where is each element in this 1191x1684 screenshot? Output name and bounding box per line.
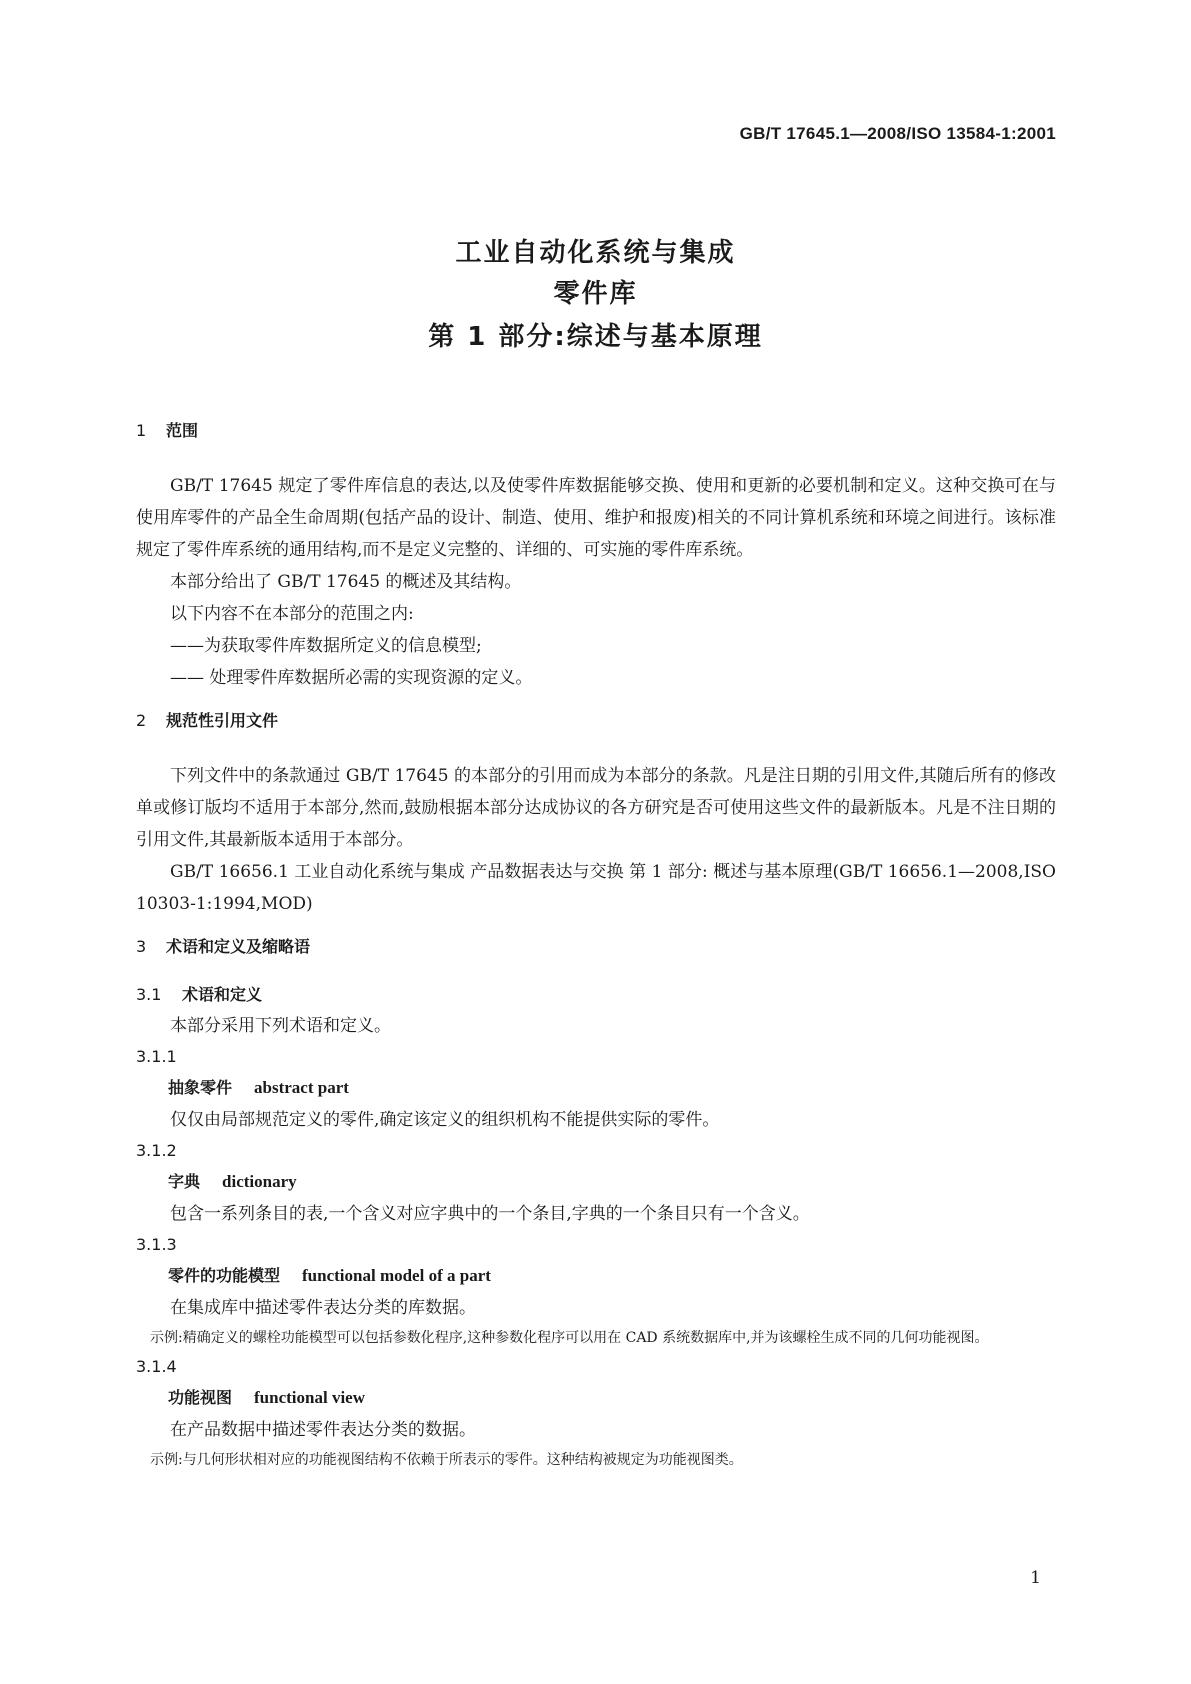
- section-title: 范围: [166, 421, 199, 440]
- term-number: 3.1.4: [136, 1357, 177, 1376]
- term-number: 3.1.2: [136, 1141, 177, 1160]
- term-example: 示例:精确定义的螺栓功能模型可以包括参数化程序,这种参数化程序可以用在 CAD 系统数据库中,并为该螺栓生成不同的几何功能视图。: [150, 1330, 989, 1346]
- title-line-2: 零件库: [553, 279, 638, 309]
- term-en: functional model of a part: [302, 1266, 491, 1285]
- section-2-heading: [136, 708, 1056, 734]
- subsection-number: 3.1: [136, 985, 162, 1004]
- section-number: 3: [136, 937, 147, 956]
- section-title: 术语和定义及缩略语: [166, 937, 311, 956]
- paragraph: 下列文件中的条款通过 GB/T 17645 的本部分的引用而成为本部分的条款。凡是注日期的引用文件,其随后所有的修改单或修订版均不适用于本部分,然而,鼓励根据本部分达成协议的各方研究是否可使用这些文件的最新版本。凡是不注日期的引用文件,其最新版本适用于本部分。: [136, 766, 1056, 850]
- paragraph: GB/T 17645 规定了零件库信息的表达,以及使零件库数据能够交换、使用和更新的必要机制和定义。这种交换可在与使用库零件的产品全生命周期(包括产品的设计、制造、使用、维护和报废)相关的不同计算机系统和环境之间进行。该标准规定了零件库系统的通用结构,而不是定义完整的、详细的、可实施的零件库系统。: [136, 476, 1056, 560]
- term-entry: [168, 1260, 1056, 1292]
- term-en: dictionary: [222, 1172, 297, 1191]
- list-item: —— 处理零件库数据所必需的实现资源的定义。: [170, 668, 533, 688]
- term-example: 示例:与几何形状相对应的功能视图结构不依赖于所表示的零件。这种结构被规定为功能视图类。: [150, 1452, 743, 1468]
- page-number: 1: [1030, 1568, 1041, 1588]
- term-zh: 字典: [168, 1172, 201, 1191]
- paragraph: 本部分给出了 GB/T 17645 的概述及其结构。: [170, 572, 522, 592]
- term-en: abstract part: [254, 1078, 349, 1097]
- section-number: 2: [136, 711, 147, 730]
- section-number: 1: [136, 421, 147, 440]
- paragraph: 本部分采用下列术语和定义。: [170, 1016, 391, 1036]
- term-entry: [168, 1072, 1056, 1104]
- document-body: [136, 418, 1056, 1474]
- term-definition: 在集成库中描述零件表达分类的库数据。: [170, 1298, 476, 1318]
- term-zh: 功能视图: [168, 1388, 233, 1407]
- section-title: 规范性引用文件: [166, 711, 279, 730]
- term-zh: 零件的功能模型: [168, 1266, 281, 1285]
- term-definition: 仅仅由局部规范定义的零件,确定该定义的组织机构不能提供实际的零件。: [170, 1110, 720, 1130]
- title-line-1: 工业自动化系统与集成: [455, 238, 736, 268]
- term-entry: [168, 1382, 1056, 1414]
- term-number: 3.1.1: [136, 1047, 177, 1066]
- list-item: ——为获取零件库数据所定义的信息模型;: [170, 636, 482, 656]
- section-1-heading: [136, 418, 1056, 444]
- term-definition: 包含一系列条目的表,一个含义对应字典中的一个条目,字典的一个条目只有一个含义。: [170, 1204, 810, 1224]
- term-number: 3.1.3: [136, 1235, 177, 1254]
- standard-code: GB/T 17645.1—2008/ISO 13584-1:2001: [739, 124, 1056, 143]
- subsection-3-1-heading: [136, 980, 1056, 1010]
- term-definition: 在产品数据中描述零件表达分类的数据。: [170, 1420, 476, 1440]
- title-line-3: 第 1 部分:综述与基本原理: [428, 322, 763, 352]
- section-3-heading: [136, 934, 1056, 960]
- term-en: functional view: [254, 1388, 365, 1407]
- paragraph: 以下内容不在本部分的范围之内:: [170, 604, 414, 624]
- term-entry: [168, 1166, 1056, 1198]
- term-zh: 抽象零件: [168, 1078, 233, 1097]
- subsection-title: 术语和定义: [182, 985, 263, 1004]
- normative-reference: GB/T 16656.1 工业自动化系统与集成 产品数据表达与交换 第 1 部分: 概述与基本原理(GB/T 16656.1—2008,ISO 10303-1:1994,MOD): [136, 862, 1056, 914]
